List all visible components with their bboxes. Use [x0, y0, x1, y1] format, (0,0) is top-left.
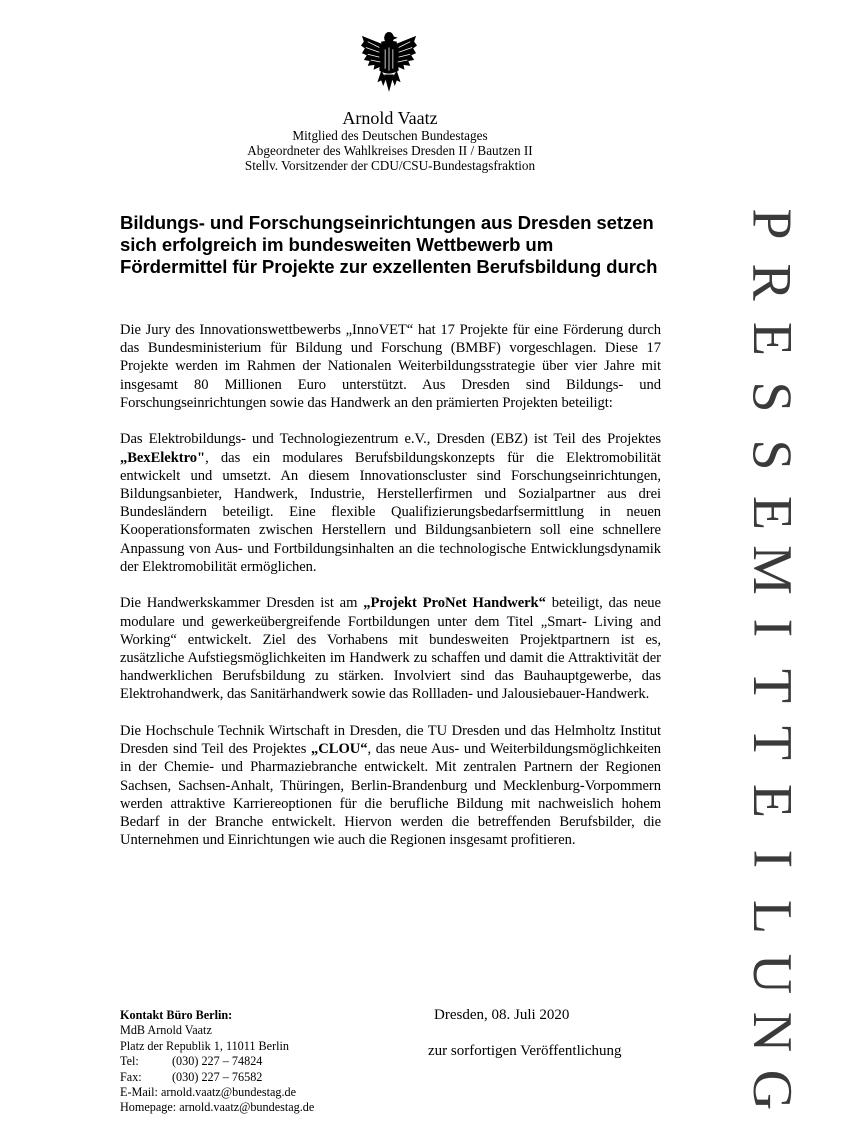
letterhead — [200, 108, 580, 173]
side-letter: S — [741, 439, 803, 471]
sender-name: Arnold Vaatz — [342, 108, 438, 128]
paragraph-3: Die Handwerkskammer Dresden ist am „Projekt ProNet Handwerk“ beteiligt, das neue modulare und gewerkeübergreifende Fortbildungen unter dem Titel „Smart- Living and Working“ entwickelt. Ziel des Vorhabens mit bundesweiten Projektpartnern ist es, zusätzliche Aufstiegsmöglichkeiten im Handwerk zu schaffen und damit die Attraktivität der handwerklichen Berufsbildung zu stärken. Involviert sind das Bauhauptgewerbe, das Elektrohandwerk, das Sanitärhandwerk sowie das Rollladen- und Jalousiebauer-Handwerk. — [120, 595, 661, 703]
sender-role-3: Stellv. Vorsitzender der CDU/CSU-Bundestagsfraktion — [244, 158, 536, 173]
side-letter: I — [741, 849, 803, 869]
pressemitteilung-vertical-label — [740, 196, 804, 1118]
paragraph-4: Die Hochschule Technik Wirtschaft in Dresden, die TU Dresden und das Helmholtz Institut Dresden sind Teil des Projektes „CLOU“, das neue Aus- und Weiterbildungsmöglichkeiten in der Chemie- und Pharmaziebranche entwickelt. Mit zentralen Partnern der Regionen Sachsen, Sachsen-Anhalt, Thüringen, Berlin-Brandenburg und Mecklenburg-Vorpommern werden attraktive Karriereoptionen für die berufliche Bildung mit nachweislich hohem Bedarf in der Branche entwickelt. Hiervon werden die betreffenden Berufsbilder, die Unternehmen und Einrichtungen wie auch die Regionen insgesamt profitieren. — [120, 723, 661, 849]
sender-role-1: Mitglied des Deutschen Bundestages — [292, 128, 488, 143]
side-letter: P — [741, 208, 803, 240]
contact-tel: Tel: (030) 227 – 74824 — [120, 1054, 263, 1069]
project-name-clou: „CLOU“ — [311, 741, 368, 758]
contact-heading: Kontakt Büro Berlin: — [120, 1008, 233, 1022]
side-letter: T — [741, 668, 803, 703]
paragraph-1: Die Jury des Innovationswettbewerbs „InnoVET“ hat 17 Projekte für eine Förderung durch das Bundesministerium für Bildung und Forschung (BMBF) vorgeschlagen. Diese 17 Projekte werden im Rahmen der Nationalen Weiterbildungsstrategie über vier Jahre mit insgesamt 80 Millionen Euro unterstützt. Aus Dresden sind Bildungs- und Forschungseinrichtungen sowie das Handwerk an den prämierten Projekten beteiligt: — [120, 322, 661, 411]
side-letter: T — [741, 726, 803, 761]
contact-address: Platz der Republik 1, 11011 Berlin — [120, 1038, 290, 1053]
contact-block — [120, 1008, 314, 1116]
contact-homepage: Homepage: arnold.vaatz@bundestag.de — [120, 1100, 315, 1115]
side-letter: E — [741, 495, 803, 530]
press-release-title: Bildungs- und Forschungseinrichtungen aus Dresden setzen sich erfolgreich im bundesweiten Wettbewerb um Fördermittel für Projekte zur exzellenten Berufsbildung durch — [120, 212, 658, 277]
press-release-body — [120, 321, 661, 868]
side-letter: S — [741, 381, 803, 413]
federal-eagle-icon — [360, 28, 418, 94]
side-letter: L — [741, 899, 803, 934]
side-letter: I — [741, 618, 803, 638]
side-letter: M — [740, 545, 803, 596]
contact-fax: Fax: (030) 227 – 76582 — [120, 1069, 263, 1084]
project-name-pronet: „Projekt ProNet Handwerk“ — [363, 595, 546, 612]
release-date: Dresden, 08. Juli 2020 — [434, 1007, 570, 1023]
sender-role-2: Abgeordneter des Wahlkreises Dresden II / Bautzen II — [247, 143, 533, 158]
side-letter: E — [741, 322, 803, 357]
contact-email: E-Mail: arnold.vaatz@bundestag.de — [120, 1085, 297, 1100]
side-letter: N — [740, 1011, 803, 1053]
side-letter: G — [740, 1069, 803, 1111]
side-letter: R — [740, 263, 803, 301]
side-letter: E — [741, 784, 803, 819]
contact-name: MdB Arnold Vaatz — [120, 1023, 212, 1038]
release-note: zur sorfortigen Veröffentlichung — [428, 1043, 622, 1059]
project-name-bexelektro: „BexElektro" — [120, 449, 206, 466]
side-letter: U — [740, 954, 803, 995]
paragraph-2: Das Elektrobildungs- und Technologiezentrum e.V., Dresden (EBZ) ist Teil des Projektes „BexElektro", das ein modulares Berufsbildungskonzepts für die Elektromobilität entwickelt und umsetzt. An diesem Innovationscluster sind Forschungseinrichtungen, Bildungsanbieter, Handwerk, Industrie, Herstellerfirmen und Sozialpartner aus drei Bundesländern beteiligt. Eine flexible Qualifizierungsbedarfsermittlung in neuen Kooperationsformaten zwischen Herstellern und Bildungsanbietern soll eine schnellere Anpassung von Aus- und Fortbildungsinhalten an die technologische Entwicklungsdynamik der Elektromobilität ermöglichen. — [120, 431, 661, 575]
